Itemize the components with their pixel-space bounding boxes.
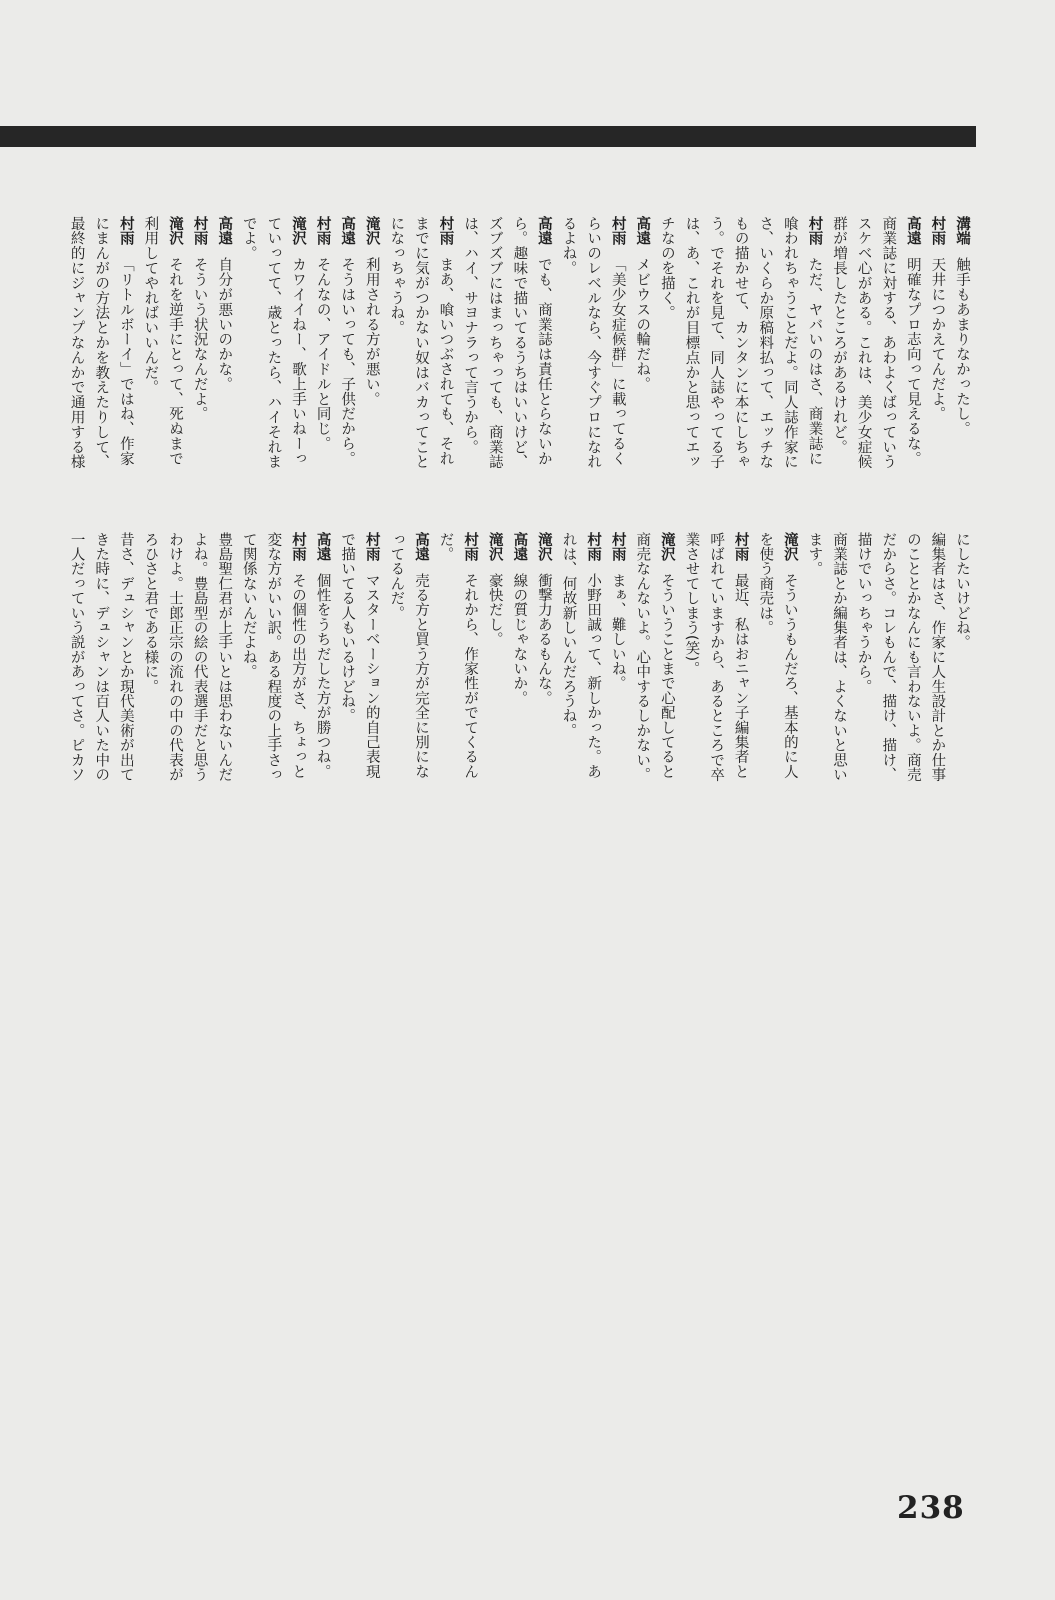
- dialogue-text: れは、何故新しいんだろうね。: [560, 532, 577, 738]
- text-column: [679, 216, 704, 506]
- text-column: [482, 216, 507, 506]
- speaker-name: 高遠: [412, 532, 429, 562]
- text-column: [310, 216, 335, 506]
- dialogue-text: チなのを描く。: [658, 216, 675, 321]
- speaker-name: 滝沢: [535, 532, 552, 562]
- dialogue-text: 「美少女症候群」に載ってるく: [609, 257, 626, 467]
- dialogue-text: 最終的にジャンプなんかで通用する様: [68, 216, 85, 470]
- dialogue-text: るよね。: [560, 216, 577, 276]
- dialogue-text: 昔さ、デュシャンとか現代美術が出て: [117, 532, 134, 782]
- dialogue-text: にしたいけどね。: [954, 532, 970, 650]
- dialogue-text: 触手もあまりなかったし。: [954, 257, 970, 437]
- text-column: [433, 216, 458, 506]
- text-column: [605, 216, 630, 506]
- speaker-name: 村雨: [462, 532, 479, 562]
- dialogue-text: ただ、ヤバいのはさ、商業誌に: [806, 257, 823, 467]
- dialogue-text: それから、作家性がでてくるん: [462, 573, 479, 779]
- dialogue-block-top: [64, 216, 974, 506]
- text-column: [212, 532, 237, 902]
- dialogue-text: そういうもんだろ、基本的に人: [781, 573, 798, 779]
- dialogue-text: でも、商業誌は責任とらないか: [535, 257, 552, 467]
- dialogue-text: う。でそれを見て、同人誌やってる子: [708, 216, 725, 470]
- speaker-name: 村雨: [117, 216, 134, 246]
- text-column: [384, 532, 409, 902]
- text-column: [138, 532, 163, 902]
- dialogue-text: そんなの、アイドルと同じ。: [314, 257, 331, 452]
- text-column: [753, 532, 778, 902]
- speaker-name: 高遠: [904, 216, 921, 246]
- text-column: [408, 216, 433, 506]
- dialogue-text: 群が増長したところがあるけれど。: [831, 216, 848, 455]
- text-column: [900, 216, 925, 506]
- text-column: [212, 216, 237, 506]
- text-column: [261, 532, 286, 902]
- speaker-name: 滝沢: [781, 532, 798, 562]
- speaker-name: 村雨: [732, 532, 749, 562]
- dialogue-text: そうはいっても、子供だから。: [339, 257, 356, 467]
- dialogue-text: そういう状況なんだよ。: [191, 257, 208, 422]
- speaker-name: 高遠: [535, 216, 552, 246]
- text-column: [285, 216, 310, 506]
- text-column: [335, 532, 360, 902]
- text-column: [949, 532, 974, 902]
- dialogue-text: まあ、喰いつぶされても、それ: [437, 257, 454, 467]
- text-column: [851, 216, 876, 506]
- dialogue-text: だ。: [437, 532, 454, 562]
- text-column: [728, 532, 753, 902]
- speaker-name: 村雨: [929, 216, 946, 246]
- text-column: [335, 216, 360, 506]
- speaker-name: 村雨: [609, 216, 626, 246]
- dialogue-block-bottom: [64, 532, 974, 902]
- dialogue-text: 「リトルボーイ」ではね、作家: [117, 257, 134, 467]
- text-column: [925, 216, 950, 506]
- text-column: [531, 216, 556, 506]
- speaker-name: 滝沢: [363, 216, 380, 246]
- speaker-name: 村雨: [191, 216, 208, 246]
- dialogue-text: 描けでいっちゃうから。: [855, 532, 872, 694]
- text-column: [359, 216, 384, 506]
- text-column: [433, 532, 458, 902]
- text-column: [310, 532, 335, 902]
- text-column: [581, 216, 606, 506]
- text-column: [753, 216, 778, 506]
- speaker-name: 村雨: [363, 532, 380, 562]
- text-column: [531, 532, 556, 902]
- dialogue-text: さ、いくらか原稿料払って、エッチな: [757, 216, 774, 470]
- text-column: [138, 216, 163, 506]
- dialogue-text: は、あ、これが目標点かと思ってエッ: [683, 216, 700, 470]
- dialogue-text: 一人だっていう説があってさ。ピカソ: [68, 532, 85, 782]
- speaker-name: 滝沢: [289, 216, 306, 246]
- text-column: [876, 532, 901, 902]
- text-column: [777, 216, 802, 506]
- text-column: [113, 532, 138, 902]
- text-column: [408, 532, 433, 902]
- text-column: [113, 216, 138, 506]
- dialogue-text: 明確なプロ志向って見えるな。: [904, 257, 921, 467]
- text-column: [187, 216, 212, 506]
- dialogue-text: ら。趣味で描いてるうちはいいけど、: [511, 216, 528, 470]
- dialogue-text: ます。: [806, 532, 823, 577]
- text-column: [507, 532, 532, 902]
- dialogue-text: 業させてしまう(笑)。: [683, 532, 700, 677]
- text-column: [162, 532, 187, 902]
- text-column: [236, 216, 261, 506]
- text-column: [556, 216, 581, 506]
- text-column: [187, 532, 212, 902]
- text-column: [679, 532, 704, 902]
- text-column: [949, 216, 974, 506]
- dialogue-text: 天井につかえてんだよ。: [929, 257, 946, 422]
- speaker-name: 村雨: [585, 532, 602, 562]
- text-column: [384, 216, 409, 506]
- dialogue-text: でよ。: [240, 216, 257, 261]
- speaker-name: 村雨: [289, 532, 306, 562]
- speaker-name: 滝沢: [658, 532, 675, 562]
- dialogue-text: 売る方と買う方が完全に別にな: [412, 573, 429, 779]
- dialogue-text: にまんがの方法とかを教えたりして、: [93, 216, 110, 470]
- dialogue-text: マスターベーション的自己表現: [363, 573, 380, 779]
- text-column: [507, 216, 532, 506]
- dialogue-text: のこととかなんにも言わないよ。商売: [904, 532, 921, 782]
- text-column: [703, 532, 728, 902]
- dialogue-text: 豊島聖仁君が上手いとは思わないんだ: [216, 532, 233, 782]
- dialogue-text: きた時に、デュシャンは百人いた中の: [93, 532, 110, 782]
- text-column: [728, 216, 753, 506]
- dialogue-text: ていってて、歳とったら、ハイそれま: [265, 216, 282, 470]
- text-column: [802, 532, 827, 902]
- dialogue-text: 商業誌とか編集者は、よくないと思い: [831, 532, 848, 782]
- dialogue-text: スケベ心がある。これは、美少女症候: [855, 216, 872, 470]
- dialogue-text: ろひさと君である様に。: [142, 532, 159, 694]
- dialogue-text: 衝撃力あるもんな。: [535, 573, 552, 706]
- text-column: [89, 216, 114, 506]
- dialogue-text: 商売なんないよ。心中するしかない。: [634, 532, 651, 782]
- dialogue-text: それを逆手にとって、死ぬまで: [167, 257, 183, 467]
- dialogue-text: になっちゃうね。: [388, 216, 405, 336]
- dialogue-text: 小野田誠って、新しかった。あ: [585, 573, 602, 779]
- dialogue-text: 利用してやればいいんだ。: [142, 216, 159, 395]
- page-number: 238: [897, 1490, 965, 1526]
- speaker-name: 高遠: [634, 216, 651, 246]
- dialogue-text: その個性の出方がさ、ちょっと: [289, 573, 306, 779]
- text-column: [556, 532, 581, 902]
- text-column: [458, 216, 483, 506]
- dialogue-text: メビウスの輪だね。: [634, 257, 651, 392]
- text-column: [703, 216, 728, 506]
- dialogue-text: までに気がつかない奴はバカってこと: [412, 216, 429, 470]
- speaker-name: 高遠: [511, 532, 528, 562]
- speaker-name: 村雨: [314, 216, 331, 246]
- text-column: [851, 532, 876, 902]
- dialogue-text: わけよ。士郎正宗の流れの中の代表が: [167, 532, 183, 782]
- dialogue-text: で描いてる人もいるけどね。: [339, 532, 356, 724]
- text-column: [261, 216, 286, 506]
- dialogue-text: 自分が悪いのかな。: [216, 257, 233, 392]
- speaker-name: 滝沢: [486, 532, 503, 562]
- dialogue-text: 編集者はさ、作家に人生設計とか仕事: [929, 532, 946, 782]
- dialogue-text: 線の質じゃないか。: [511, 573, 528, 706]
- text-column: [630, 532, 655, 902]
- text-column: [826, 532, 851, 902]
- dialogue-text: を使う商売は。: [757, 532, 774, 635]
- dialogue-text: そういうことまで心配してると: [658, 573, 675, 779]
- dialogue-text: 利用される方が悪い。: [363, 257, 380, 407]
- speaker-name: 村雨: [437, 216, 454, 246]
- dialogue-text: らいのレベルなら、今すぐプロになれ: [585, 216, 602, 470]
- dialogue-text: 商業誌に対する、あわよくばっていう: [880, 216, 897, 470]
- text-column: [64, 532, 89, 902]
- speaker-name: 村雨: [609, 532, 626, 562]
- speaker-name: 高遠: [314, 532, 331, 562]
- text-column: [162, 216, 187, 506]
- text-column: [458, 532, 483, 902]
- speaker-name: 滝沢: [167, 216, 183, 246]
- dialogue-text: 豪快だし。: [486, 573, 503, 647]
- dialogue-text: て関係ないんだよね。: [240, 532, 257, 679]
- dialogue-text: 呼ばれていますから、あるところで卒: [708, 532, 725, 782]
- text-column: [581, 532, 606, 902]
- text-column: [89, 532, 114, 902]
- text-column: [630, 216, 655, 506]
- text-column: [359, 532, 384, 902]
- text-column: [802, 216, 827, 506]
- speaker-name: 村雨: [806, 216, 823, 246]
- dialogue-text: 個性をうちだした方が勝つね。: [314, 573, 331, 779]
- text-column: [826, 216, 851, 506]
- text-column: [777, 532, 802, 902]
- dialogue-text: ズブズブにはまっちゃっても、商業誌: [486, 216, 503, 470]
- dialogue-text: よね。豊島型の絵の代表選手だと思う: [191, 532, 208, 782]
- dialogue-text: だからさ。コレもんで、描け、描け、: [880, 532, 897, 782]
- text-column: [654, 532, 679, 902]
- header-rule-bar: [0, 126, 976, 147]
- text-column: [236, 532, 261, 902]
- speaker-name: 高遠: [216, 216, 233, 246]
- dialogue-text: 変な方がいい訳。ある程度の上手さっ: [265, 532, 282, 782]
- text-column: [876, 216, 901, 506]
- text-column: [64, 216, 89, 506]
- speaker-name: 高遠: [339, 216, 356, 246]
- dialogue-text: まぁ、難しいね。: [609, 573, 626, 691]
- dialogue-text: もの描かせて、カンタンに本にしちゃ: [732, 216, 749, 470]
- dialogue-text: カワイイねー、歌上手いねーっ: [289, 257, 306, 467]
- dialogue-text: は、ハイ、サヨナラって言うから。: [462, 216, 479, 455]
- dialogue-text: ってるんだ。: [388, 532, 405, 621]
- text-column: [605, 532, 630, 902]
- dialogue-text: 喰われちゃうことだよ。同人誌作家に: [781, 216, 798, 470]
- speaker-name: 溝端: [954, 216, 970, 246]
- text-column: [285, 532, 310, 902]
- text-column: [482, 532, 507, 902]
- dialogue-text: 最近、私はおニャン子編集者と: [732, 573, 749, 779]
- text-column: [925, 532, 950, 902]
- text-column: [654, 216, 679, 506]
- text-column: [900, 532, 925, 902]
